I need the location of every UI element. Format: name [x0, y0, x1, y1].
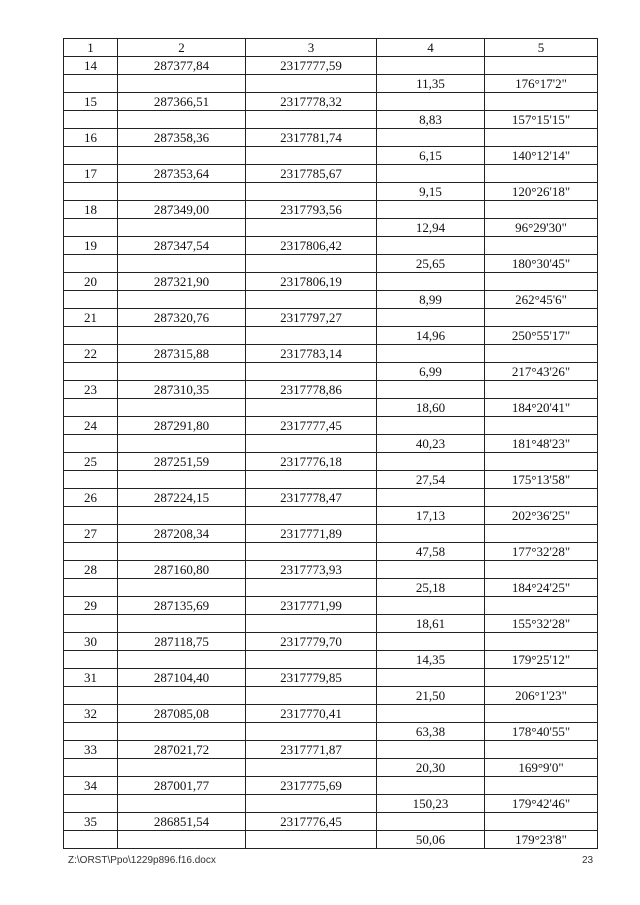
table-cell	[377, 129, 485, 147]
table-cell: 18,60	[377, 399, 485, 417]
table-row	[64, 687, 598, 705]
table-cell: 287349,00	[118, 201, 246, 219]
table-cell: 2317779,85	[246, 669, 377, 687]
table-cell	[64, 759, 118, 777]
table-row	[64, 219, 598, 237]
table-cell	[485, 453, 598, 471]
table-row	[64, 633, 598, 651]
table-cell: 9,15	[377, 183, 485, 201]
table-cell: 250°55'17"	[485, 327, 598, 345]
table-row	[64, 273, 598, 291]
table-cell: 287104,40	[118, 669, 246, 687]
table-cell	[485, 741, 598, 759]
table-cell: 157°15'15"	[485, 111, 598, 129]
table-cell: 287320,76	[118, 309, 246, 327]
table-cell	[118, 651, 246, 669]
table-cell: 21,50	[377, 687, 485, 705]
table-row	[64, 129, 598, 147]
table-cell: 2317771,87	[246, 741, 377, 759]
table-cell: 20	[64, 273, 118, 291]
table-cell	[64, 147, 118, 165]
table-cell: 287160,80	[118, 561, 246, 579]
table-row	[64, 237, 598, 255]
table-cell	[485, 345, 598, 363]
table-cell	[485, 273, 598, 291]
table-cell	[118, 543, 246, 561]
table-row	[64, 471, 598, 489]
table-cell: 287021,72	[118, 741, 246, 759]
table-cell: 155°32'28"	[485, 615, 598, 633]
table-row	[64, 615, 598, 633]
table-row	[64, 453, 598, 471]
table-cell: 2317771,99	[246, 597, 377, 615]
table-cell: 2317778,86	[246, 381, 377, 399]
table-cell	[485, 561, 598, 579]
table-cell	[485, 777, 598, 795]
coordinates-table	[63, 38, 598, 849]
table-cell: 2317785,67	[246, 165, 377, 183]
table-cell: 23	[64, 381, 118, 399]
table-cell	[246, 111, 377, 129]
table-cell	[377, 273, 485, 291]
table-cell	[118, 723, 246, 741]
table-cell: 184°24'25"	[485, 579, 598, 597]
table-cell: 179°42'46"	[485, 795, 598, 813]
table-cell	[118, 687, 246, 705]
table-row	[64, 399, 598, 417]
table-cell: 2317777,59	[246, 57, 377, 75]
table-cell	[118, 507, 246, 525]
table-cell: 25,18	[377, 579, 485, 597]
table-cell	[485, 417, 598, 435]
table-cell	[246, 507, 377, 525]
table-cell: 206°1'23"	[485, 687, 598, 705]
column-header: 1	[64, 39, 118, 57]
table-cell: 17,13	[377, 507, 485, 525]
table-cell	[246, 759, 377, 777]
table-cell	[64, 183, 118, 201]
table-row	[64, 813, 598, 831]
table-cell: 2317779,70	[246, 633, 377, 651]
table-cell: 178°40'55"	[485, 723, 598, 741]
table-row	[64, 795, 598, 813]
table-cell	[118, 615, 246, 633]
table-cell	[485, 57, 598, 75]
table-cell	[246, 183, 377, 201]
table-cell	[485, 705, 598, 723]
table-cell	[118, 795, 246, 813]
table-cell: 14	[64, 57, 118, 75]
table-cell: 202°36'25"	[485, 507, 598, 525]
table-cell	[246, 147, 377, 165]
table-cell: 40,23	[377, 435, 485, 453]
table-cell: 2317777,45	[246, 417, 377, 435]
table-cell	[246, 471, 377, 489]
table-cell	[246, 399, 377, 417]
table-cell	[246, 543, 377, 561]
table-cell	[64, 435, 118, 453]
table-cell	[64, 219, 118, 237]
table-cell: 2317778,47	[246, 489, 377, 507]
table-cell: 2317776,45	[246, 813, 377, 831]
table-cell: 286851,54	[118, 813, 246, 831]
table-row	[64, 777, 598, 795]
table-cell	[246, 831, 377, 849]
table-cell	[64, 507, 118, 525]
table-cell	[64, 291, 118, 309]
table-cell: 30	[64, 633, 118, 651]
table-cell	[246, 723, 377, 741]
table-body	[64, 39, 598, 849]
table-cell: 2317771,89	[246, 525, 377, 543]
table-cell	[118, 291, 246, 309]
table-cell: 287118,75	[118, 633, 246, 651]
column-header: 5	[485, 39, 598, 57]
table-cell	[377, 669, 485, 687]
table-cell: 169°9'0"	[485, 759, 598, 777]
table-cell	[377, 309, 485, 327]
table-cell	[118, 183, 246, 201]
table-cell	[64, 651, 118, 669]
table-cell: 6,15	[377, 147, 485, 165]
table-cell	[485, 201, 598, 219]
table-cell	[64, 471, 118, 489]
table-cell	[246, 795, 377, 813]
table-cell	[118, 363, 246, 381]
table-cell	[64, 795, 118, 813]
column-header: 2	[118, 39, 246, 57]
table-cell	[377, 237, 485, 255]
table-cell: 14,96	[377, 327, 485, 345]
table-cell	[377, 345, 485, 363]
table-cell: 287310,35	[118, 381, 246, 399]
table-cell: 33	[64, 741, 118, 759]
table-cell: 25	[64, 453, 118, 471]
table-cell: 2317775,69	[246, 777, 377, 795]
table-cell	[118, 471, 246, 489]
table-cell	[485, 525, 598, 543]
table-row	[64, 561, 598, 579]
table-row	[64, 111, 598, 129]
column-header: 3	[246, 39, 377, 57]
table-cell: 217°43'26"	[485, 363, 598, 381]
table-cell	[118, 327, 246, 345]
table-row	[64, 255, 598, 273]
table-cell	[64, 399, 118, 417]
table-cell: 287347,54	[118, 237, 246, 255]
table-cell: 19	[64, 237, 118, 255]
table-cell	[377, 93, 485, 111]
table-cell: 20,30	[377, 759, 485, 777]
table-cell	[118, 75, 246, 93]
table-cell	[64, 831, 118, 849]
table-cell	[377, 453, 485, 471]
table-cell: 2317776,18	[246, 453, 377, 471]
table-cell	[485, 309, 598, 327]
table-cell: 47,58	[377, 543, 485, 561]
table-cell	[64, 75, 118, 93]
table-cell: 2317806,19	[246, 273, 377, 291]
table-row	[64, 741, 598, 759]
table-cell	[246, 651, 377, 669]
table-row	[64, 183, 598, 201]
table-cell: 2317770,41	[246, 705, 377, 723]
table-cell: 63,38	[377, 723, 485, 741]
table-cell	[377, 525, 485, 543]
table-cell	[485, 237, 598, 255]
page-number: 23	[582, 855, 594, 866]
table-cell: 2317783,14	[246, 345, 377, 363]
table-row	[64, 723, 598, 741]
table-cell: 287377,84	[118, 57, 246, 75]
table-cell: 25,65	[377, 255, 485, 273]
table-row	[64, 345, 598, 363]
table-cell: 287366,51	[118, 93, 246, 111]
table-cell	[377, 57, 485, 75]
table-row	[64, 831, 598, 849]
table-cell	[118, 435, 246, 453]
table-cell	[485, 93, 598, 111]
table-cell: 287135,69	[118, 597, 246, 615]
table-cell: 27	[64, 525, 118, 543]
table-cell	[377, 597, 485, 615]
table-row	[64, 435, 598, 453]
table-cell: 35	[64, 813, 118, 831]
table-cell: 287315,88	[118, 345, 246, 363]
table-cell	[377, 705, 485, 723]
table-cell	[246, 327, 377, 345]
table-cell	[485, 633, 598, 651]
table-cell	[64, 255, 118, 273]
table-cell	[485, 489, 598, 507]
table-cell: 31	[64, 669, 118, 687]
table-cell	[485, 381, 598, 399]
document-file-path: Z:\ORST\Ppo\1229p896.f16.docx	[68, 855, 216, 866]
table-cell	[64, 615, 118, 633]
table-row	[64, 759, 598, 777]
table-cell	[377, 417, 485, 435]
table-cell	[246, 291, 377, 309]
table-cell	[246, 579, 377, 597]
table-cell: 120°26'18"	[485, 183, 598, 201]
table-cell: 287085,08	[118, 705, 246, 723]
table-cell	[246, 363, 377, 381]
table-cell: 177°32'28"	[485, 543, 598, 561]
table-cell	[118, 579, 246, 597]
table-cell	[485, 813, 598, 831]
table-cell	[118, 111, 246, 129]
table-row	[64, 417, 598, 435]
table-cell	[246, 435, 377, 453]
table-cell: 18,61	[377, 615, 485, 633]
table-cell: 28	[64, 561, 118, 579]
table-cell	[377, 561, 485, 579]
table-cell	[377, 381, 485, 399]
table-cell	[64, 579, 118, 597]
table-cell: 22	[64, 345, 118, 363]
table-cell: 2317773,93	[246, 561, 377, 579]
table-row	[64, 201, 598, 219]
table-cell	[118, 147, 246, 165]
table-cell: 287353,64	[118, 165, 246, 183]
table-cell	[377, 813, 485, 831]
table-cell: 181°48'23"	[485, 435, 598, 453]
table-cell: 287208,34	[118, 525, 246, 543]
table-row	[64, 381, 598, 399]
table-cell	[485, 669, 598, 687]
table-cell	[118, 255, 246, 273]
table-cell	[64, 363, 118, 381]
table-row	[64, 579, 598, 597]
table-cell: 8,99	[377, 291, 485, 309]
table-cell: 32	[64, 705, 118, 723]
table-cell: 29	[64, 597, 118, 615]
table-cell	[64, 327, 118, 345]
table-cell: 179°23'8"	[485, 831, 598, 849]
table-cell	[485, 129, 598, 147]
table-cell: 12,94	[377, 219, 485, 237]
table-cell: 11,35	[377, 75, 485, 93]
table-cell: 6,99	[377, 363, 485, 381]
table-cell: 287001,77	[118, 777, 246, 795]
table-cell: 17	[64, 165, 118, 183]
table-cell: 16	[64, 129, 118, 147]
column-header: 4	[377, 39, 485, 57]
table-cell	[118, 399, 246, 417]
table-cell: 262°45'6"	[485, 291, 598, 309]
table-row	[64, 309, 598, 327]
table-cell	[118, 219, 246, 237]
table-cell	[246, 615, 377, 633]
table-cell: 50,06	[377, 831, 485, 849]
table-cell: 2317781,74	[246, 129, 377, 147]
table-row	[64, 147, 598, 165]
table-row	[64, 75, 598, 93]
table-cell: 34	[64, 777, 118, 795]
table-cell: 18	[64, 201, 118, 219]
table-cell: 140°12'14"	[485, 147, 598, 165]
table-cell: 150,23	[377, 795, 485, 813]
table-row	[64, 291, 598, 309]
table-cell	[246, 219, 377, 237]
table-cell	[377, 777, 485, 795]
table-cell	[118, 831, 246, 849]
table-cell	[246, 255, 377, 273]
table-cell	[246, 687, 377, 705]
table-cell: 21	[64, 309, 118, 327]
table-cell: 24	[64, 417, 118, 435]
table-cell: 175°13'58"	[485, 471, 598, 489]
table-cell	[377, 165, 485, 183]
table-cell: 287358,36	[118, 129, 246, 147]
table-cell: 96°29'30"	[485, 219, 598, 237]
table-row	[64, 489, 598, 507]
table-cell	[485, 597, 598, 615]
table-cell: 15	[64, 93, 118, 111]
table-cell: 2317797,27	[246, 309, 377, 327]
table-cell	[377, 633, 485, 651]
table-row	[64, 525, 598, 543]
table-row	[64, 93, 598, 111]
table-row	[64, 507, 598, 525]
table-header-row	[64, 39, 598, 57]
table-cell: 287291,80	[118, 417, 246, 435]
table-cell: 8,83	[377, 111, 485, 129]
table-cell	[377, 741, 485, 759]
table-row	[64, 165, 598, 183]
table-cell	[377, 201, 485, 219]
table-row	[64, 705, 598, 723]
table-cell	[64, 543, 118, 561]
table-row	[64, 597, 598, 615]
table-cell: 2317793,56	[246, 201, 377, 219]
table-cell: 287251,59	[118, 453, 246, 471]
table-cell: 26	[64, 489, 118, 507]
table-cell	[485, 165, 598, 183]
table-cell: 2317778,32	[246, 93, 377, 111]
table-cell: 176°17'2"	[485, 75, 598, 93]
table-row	[64, 669, 598, 687]
table-cell: 287321,90	[118, 273, 246, 291]
table-cell: 184°20'41"	[485, 399, 598, 417]
table-row	[64, 363, 598, 381]
table-cell: 27,54	[377, 471, 485, 489]
table-cell: 180°30'45"	[485, 255, 598, 273]
table-cell	[377, 489, 485, 507]
table-row	[64, 651, 598, 669]
table-cell: 179°25'12"	[485, 651, 598, 669]
table-cell: 14,35	[377, 651, 485, 669]
table-cell	[118, 759, 246, 777]
table-cell	[64, 111, 118, 129]
table-cell: 2317806,42	[246, 237, 377, 255]
table-cell	[64, 687, 118, 705]
table-row	[64, 57, 598, 75]
table-cell: 287224,15	[118, 489, 246, 507]
table-cell	[246, 75, 377, 93]
table-row	[64, 327, 598, 345]
table-row	[64, 543, 598, 561]
table-cell	[64, 723, 118, 741]
